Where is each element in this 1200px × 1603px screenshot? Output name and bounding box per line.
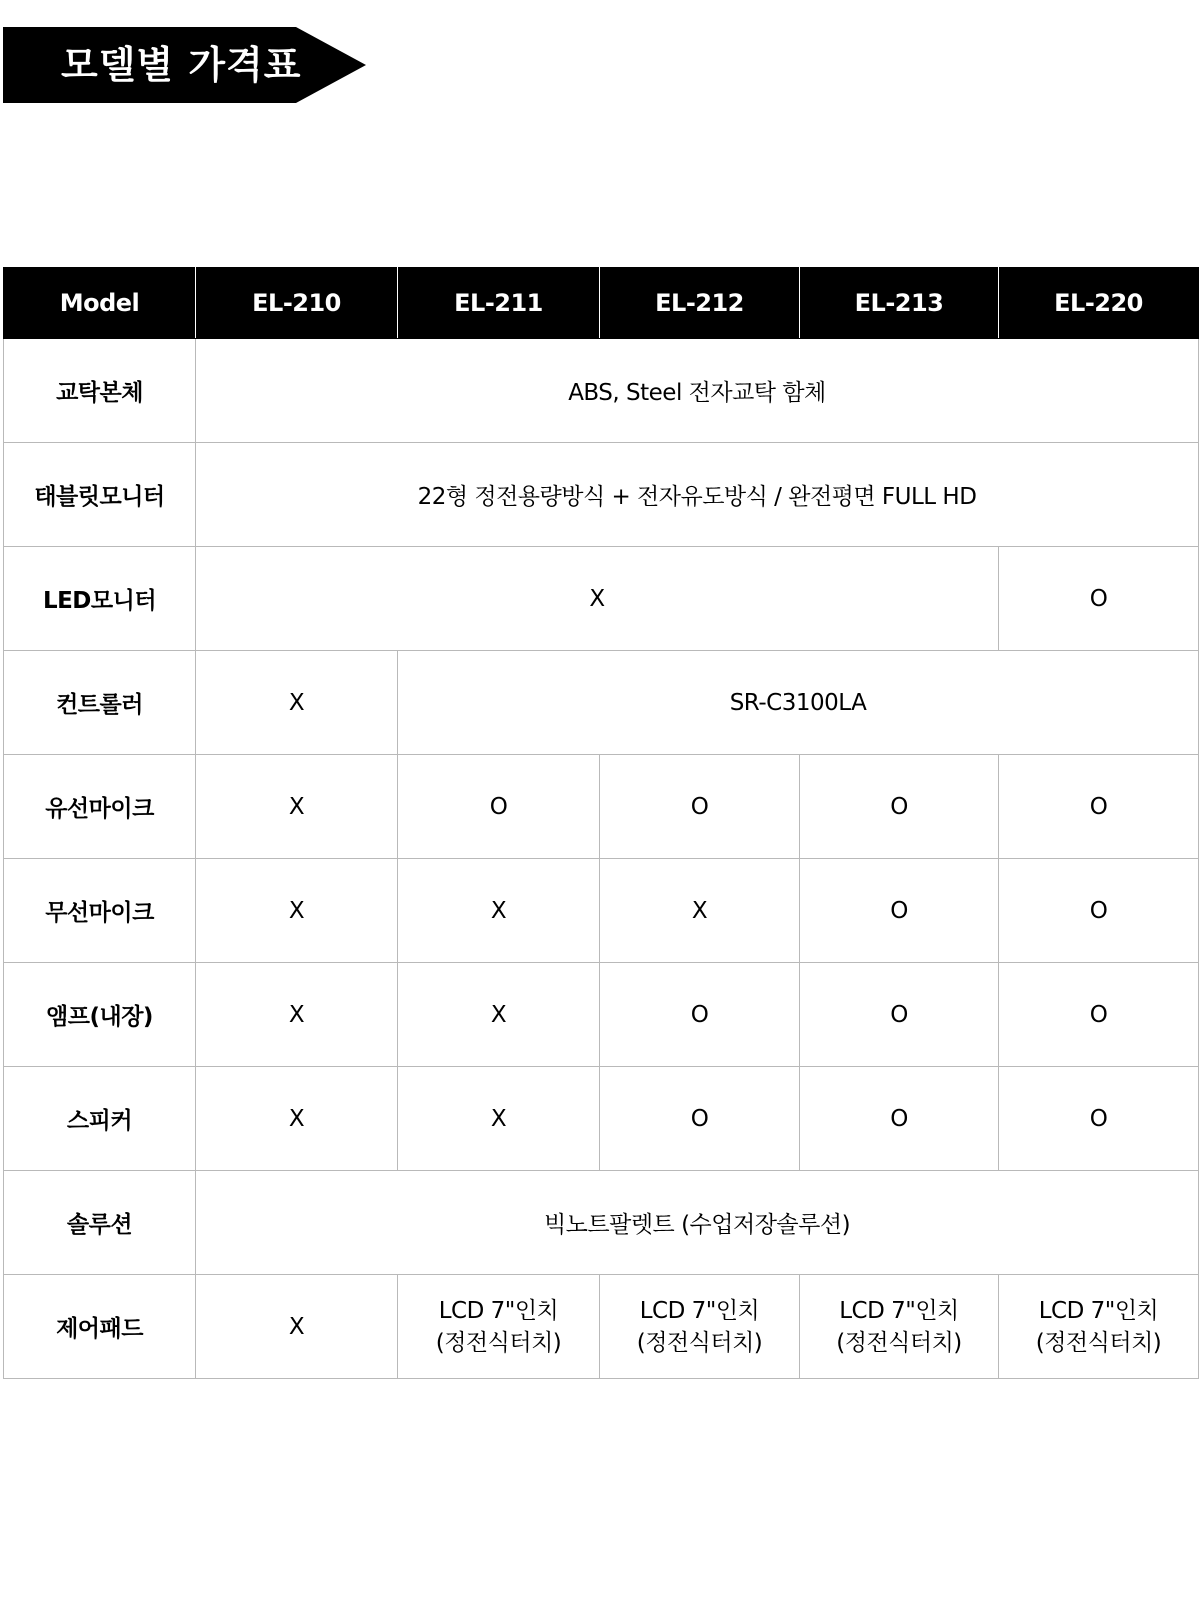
cell-value: O — [999, 755, 1199, 859]
page-title: 모델별 가격표 — [61, 43, 302, 87]
cell-value: O — [800, 1067, 999, 1171]
table-row — [4, 1275, 1199, 1379]
table-header-row — [4, 268, 1199, 339]
cell-value: O — [600, 755, 800, 859]
control-pad-value-el-212 — [600, 1275, 800, 1379]
cell-value: O — [800, 755, 999, 859]
control-pad-value-el-211 — [398, 1275, 600, 1379]
row-label-controller: 컨트롤러 — [4, 651, 196, 755]
control-pad-value-el-220 — [999, 1275, 1199, 1379]
table-row — [4, 651, 1199, 755]
header-el-210: EL-210 — [196, 268, 398, 339]
cell-value: O — [398, 755, 600, 859]
row-label-control-pad: 제어패드 — [4, 1275, 196, 1379]
control-pad-line1: LCD 7"인치 — [639, 1297, 760, 1324]
cell-value: O — [600, 1067, 800, 1171]
control-pad-line1: LCD 7"인치 — [438, 1297, 559, 1324]
model-spec-table — [3, 267, 1199, 1379]
table-row — [4, 547, 1199, 651]
row-label-led: LED모니터 — [4, 547, 196, 651]
cell-value: X — [196, 755, 398, 859]
cell-value: X — [398, 963, 600, 1067]
cell-value: O — [999, 963, 1199, 1067]
tablet-value: 22형 정전용량방식 + 전자유도방식 / 완전평면 FULL HD — [196, 443, 1199, 547]
cell-value: X — [196, 859, 398, 963]
table-row — [4, 1067, 1199, 1171]
led-value-el-220: O — [999, 547, 1199, 651]
row-label-tablet: 태블릿모니터 — [4, 443, 196, 547]
control-pad-line2: (정전식터치) — [636, 1329, 763, 1356]
table-row — [4, 755, 1199, 859]
led-value-shared: X — [196, 547, 999, 651]
header-el-211: EL-211 — [398, 268, 600, 339]
header-el-212: EL-212 — [600, 268, 800, 339]
solution-value: 빅노트팔렛트 (수업저장솔루션) — [196, 1171, 1199, 1275]
cell-value: O — [800, 963, 999, 1067]
header-model: Model — [4, 268, 196, 339]
header-el-213: EL-213 — [800, 268, 999, 339]
control-pad-line2: (정전식터치) — [1035, 1329, 1162, 1356]
control-pad-value-el-213 — [800, 1275, 999, 1379]
title-banner — [3, 27, 373, 103]
cell-value: X — [398, 1067, 600, 1171]
cell-value: O — [999, 859, 1199, 963]
control-pad-line2: (정전식터치) — [836, 1329, 962, 1356]
row-label-body: 교탁본체 — [4, 339, 196, 443]
control-pad-line1: LCD 7"인치 — [1038, 1297, 1159, 1324]
table-row — [4, 963, 1199, 1067]
table-row — [4, 1171, 1199, 1275]
cell-value: X — [398, 859, 600, 963]
cell-value: X — [196, 963, 398, 1067]
controller-value-shared: SR-C3100LA — [398, 651, 1199, 755]
body-value: ABS, Steel 전자교탁 함체 — [196, 339, 1199, 443]
table-row — [4, 339, 1199, 443]
control-pad-value-el-210: X — [196, 1275, 398, 1379]
control-pad-line2: (정전식터치) — [435, 1329, 562, 1356]
table-row — [4, 859, 1199, 963]
cell-value: X — [196, 1067, 398, 1171]
controller-value-el-210: X — [196, 651, 398, 755]
row-label-solution: 솔루션 — [4, 1171, 196, 1275]
row-label-amp: 앰프(내장) — [4, 963, 196, 1067]
control-pad-line1: LCD 7"인치 — [839, 1297, 959, 1324]
row-label-wired-mic: 유선마이크 — [4, 755, 196, 859]
row-label-wireless-mic: 무선마이크 — [4, 859, 196, 963]
cell-value: O — [600, 963, 800, 1067]
header-el-220: EL-220 — [999, 268, 1199, 339]
row-label-speaker: 스피커 — [4, 1067, 196, 1171]
cell-value: X — [600, 859, 800, 963]
cell-value: O — [800, 859, 999, 963]
cell-value: O — [999, 1067, 1199, 1171]
table-row — [4, 443, 1199, 547]
